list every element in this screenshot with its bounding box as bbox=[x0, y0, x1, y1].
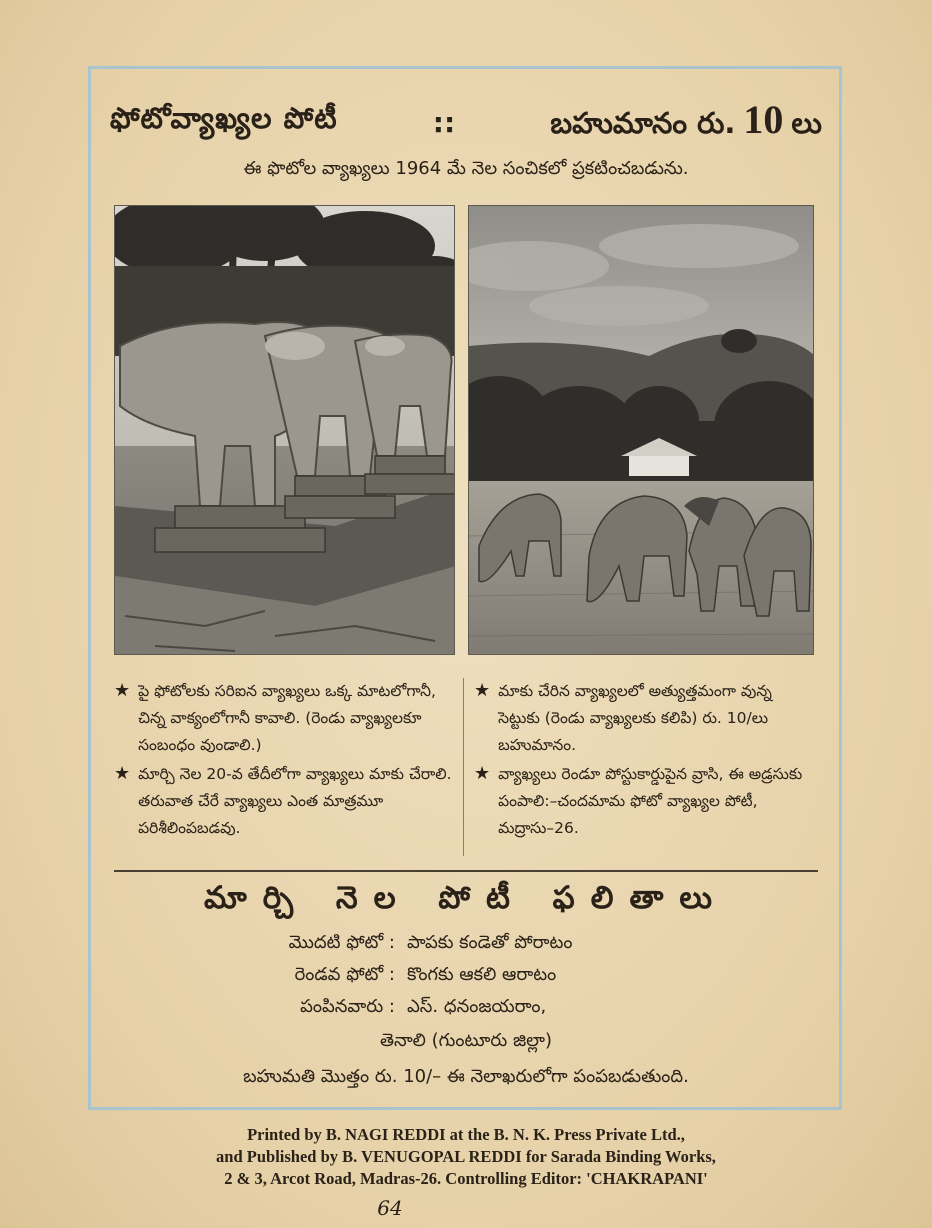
rule-item bbox=[474, 761, 814, 842]
star-icon: ★ bbox=[114, 763, 131, 784]
result-label: పంపినవారు : bbox=[300, 996, 395, 1017]
result-sender bbox=[110, 996, 822, 1021]
column-divider bbox=[463, 678, 464, 856]
contest-header bbox=[110, 92, 822, 152]
result-first-photo bbox=[110, 932, 822, 957]
rule-text: మాకు చేరిన వ్యాఖ్యలలో అత్యుత్తమంగా వున్న సెట్టుకు (రెండు వ్యాఖ్యలకు కలిపి) రు. 10/లు బహుమానం. bbox=[498, 682, 772, 754]
prize-amount: 10 bbox=[743, 97, 784, 142]
printer-imprint bbox=[90, 1124, 842, 1190]
sender-place: తెనాలి (గుంటూరు జిల్లా) bbox=[379, 1030, 553, 1051]
star-icon: ★ bbox=[474, 680, 491, 701]
imprint-line: 2 & 3, Arcot Road, Madras-26. Controlling Editor: 'CHAKRAPANI' bbox=[224, 1169, 708, 1188]
rule-text: పై ఫోటోలకు సరిఐన వ్యాఖ్యలు ఒక్క మాటలోగానీ, చిన్న వాక్యంలోగానీ కావాలి. (రెండు వ్యాఖ్యలకూ సంబంధం వుండాలి.) bbox=[138, 682, 436, 754]
sender-name: ఎస్. ధనంజయరాం, bbox=[407, 996, 547, 1017]
imprint-line: Printed by B. NAGI REDDI at the B. N. K. Press Private Ltd., bbox=[247, 1125, 685, 1144]
photo-grazing-buffaloes bbox=[468, 205, 814, 655]
star-icon: ★ bbox=[474, 763, 491, 784]
rules-left-column bbox=[114, 678, 454, 844]
result-second-photo bbox=[110, 964, 822, 989]
prize-suffix: లు bbox=[791, 106, 822, 140]
result-label: రెండవ ఫోటో : bbox=[294, 964, 395, 985]
rule-item bbox=[474, 678, 814, 759]
prize-label: బహుమానం రు. bbox=[550, 106, 736, 140]
contest-title: ఫోటోవ్యాఖ్యల పోటీ bbox=[110, 101, 338, 135]
imprint-line: and Published by B. VENUGOPAL REDDI for Sarada Binding Works, bbox=[216, 1147, 716, 1166]
page-number: 64 bbox=[377, 1196, 403, 1220]
rule-item bbox=[114, 761, 454, 842]
results-heading: మార్చి నెల పోటీ ఫలితాలు bbox=[203, 880, 729, 916]
section-divider bbox=[114, 870, 818, 872]
result-value: పాపకు కండెతో పోరాటం bbox=[407, 932, 573, 953]
rule-text: మార్చి నెల 20-వ తేదీలోగా వ్యాఖ్యలు మాకు చేరాలి. తరువాత చేరే వ్యాఖ్యలు ఎంత మాత్రమూ పరిశీలింపబడవు. bbox=[138, 765, 452, 837]
prize-note: బహుమతి మొత్తం రు. 10/– ఈ నెలాఖరులోగా పంపబడుతుంది. bbox=[243, 1066, 689, 1087]
prize-heading bbox=[550, 96, 822, 148]
rule-item bbox=[114, 678, 454, 759]
rule-text: వ్యాఖ్యలు రెండూ పోస్టుకార్డుపైన వ్రాసి, ఈ అడ్రసుకు పంపాలి:–చందమామ ఫోటో వ్యాఖ్యల పోటీ, మద్రాసు–26. bbox=[498, 765, 803, 837]
photo-elephant-sculptures bbox=[114, 205, 455, 655]
rules-right-column bbox=[474, 678, 814, 844]
announcement-line: ఈ ఫొటోల వ్యాఖ్యలు 1964 మే నెల సంచికలో ప్రకటించబడును. bbox=[243, 158, 689, 179]
result-label: మొదటి ఫోటో : bbox=[288, 932, 395, 953]
star-icon: ★ bbox=[114, 680, 131, 701]
title-separator: :: bbox=[432, 105, 456, 139]
result-value: కొంగకు ఆకలి ఆరాటం bbox=[407, 964, 557, 985]
